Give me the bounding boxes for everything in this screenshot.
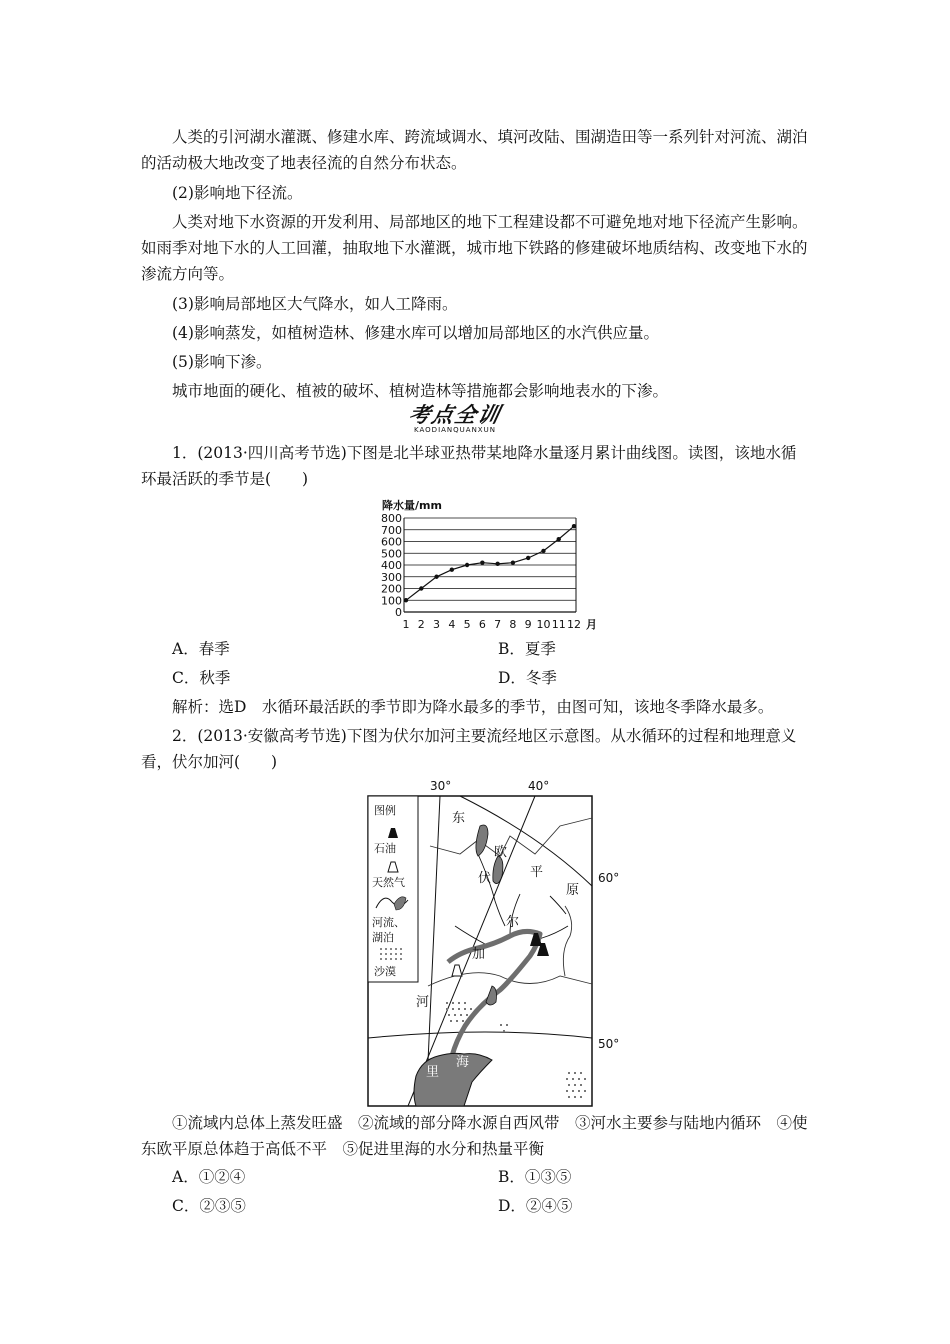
data-point bbox=[557, 537, 561, 541]
y-tick-label: 200 bbox=[381, 582, 402, 596]
label-hai: 海 bbox=[456, 1055, 470, 1070]
map-legend bbox=[368, 796, 418, 982]
question-1 bbox=[141, 440, 811, 492]
label-li: 里 bbox=[426, 1065, 440, 1080]
label-ping: 平 bbox=[530, 865, 544, 880]
y-tick-label: 400 bbox=[381, 559, 402, 572]
label-fu: 伏 bbox=[478, 871, 492, 886]
x-tick-label: 1 bbox=[402, 618, 410, 631]
paragraph-surface-runoff: 人类的引河湖水灌溉、修建水库、跨流域调水、填河改陆、围湖造田等一系列针对河流、湖泊的活动极大地改变了地表径流的自然分布状态。 bbox=[141, 128, 808, 172]
legend-desert: 沙漠 bbox=[374, 965, 396, 978]
x-tick-label: 2 bbox=[417, 618, 425, 631]
analysis-text: 解析：选D 水循环最活跃的季节即为降水最多的季节，由图可知，该地冬季降水最多。 bbox=[172, 698, 774, 716]
y-tick-label: 500 bbox=[381, 547, 402, 561]
x-tick-label: 3 bbox=[433, 618, 441, 631]
banner-subtitle: KAODIANQUANXUN bbox=[414, 426, 496, 434]
label-er: 尔 bbox=[506, 915, 520, 930]
y-tick-label: 700 bbox=[381, 523, 402, 537]
data-point bbox=[450, 568, 454, 572]
q2-option-b[interactable]: B．①③⑤ bbox=[498, 1168, 572, 1186]
label-ou: 欧 bbox=[494, 845, 508, 860]
x-tick-label: 6 bbox=[478, 618, 486, 631]
q2-option-c[interactable]: C．②③⑤ bbox=[172, 1197, 246, 1215]
data-point bbox=[465, 563, 469, 567]
x-tick-label: 7 bbox=[494, 618, 502, 631]
y-tick-label: 300 bbox=[381, 570, 402, 584]
data-point bbox=[541, 549, 545, 553]
series-line bbox=[406, 526, 574, 600]
x-tick-label: 8 bbox=[509, 618, 517, 631]
y-tick-label: 600 bbox=[381, 535, 402, 549]
question-2-text: 2．(2013·安徽高考节选)下图为伏尔加河主要流经地区示意图。从水循环的过程和地理意义看，伏尔加河( ) bbox=[141, 727, 797, 771]
chart-xlabel: 月 bbox=[586, 618, 597, 631]
banner-title: 考点全训 bbox=[406, 402, 504, 427]
question-1-options bbox=[141, 636, 811, 775]
q2-option-a[interactable]: A．①②④ bbox=[172, 1168, 246, 1186]
x-tick-label: 10 bbox=[536, 618, 551, 631]
legend-title: 图例 bbox=[374, 804, 396, 817]
section-banner bbox=[360, 404, 550, 435]
legend-gas: 天然气 bbox=[372, 876, 405, 889]
y-tick-label: 800 bbox=[381, 512, 402, 525]
q2-option-d[interactable]: D．②④⑤ bbox=[498, 1197, 573, 1215]
paragraph-infiltration: 城市地面的硬化、植被的破坏、植树造林等措施都会影响地表水的下渗。 bbox=[172, 382, 669, 400]
chart-ylabel: 降水量/mm bbox=[382, 499, 442, 512]
option-a[interactable]: A．春季 bbox=[172, 640, 230, 658]
data-point bbox=[434, 575, 438, 579]
data-point bbox=[511, 560, 515, 564]
label-jia: 加 bbox=[472, 947, 486, 962]
paragraph-groundwater: 人类对地下水资源的开发利用、局部地区的地下工程建设都不可避免地对地下径流产生影响。如雨季对地下水的人工回灌，抽取地下水灌溉，城市地下铁路的修建破坏地质结构、改变地下水的渗流方向等。 bbox=[141, 213, 808, 283]
option-b[interactable]: B．夏季 bbox=[498, 640, 556, 658]
item-4: (4)影响蒸发，如植树造林、修建水库可以增加局部地区的水汽供应量。 bbox=[172, 324, 659, 342]
legend-river-1: 河流、 bbox=[372, 916, 405, 929]
x-tick-label: 4 bbox=[448, 618, 456, 631]
chart-y-ticks bbox=[381, 512, 402, 619]
lon-label-40: 40° bbox=[528, 779, 550, 793]
label-he: 河 bbox=[416, 995, 430, 1010]
item-2-title: (2)影响地下径流。 bbox=[172, 184, 303, 202]
lat-label-50: 50° bbox=[598, 1037, 620, 1051]
data-point bbox=[480, 560, 484, 564]
y-tick-label: 0 bbox=[395, 606, 402, 619]
data-point bbox=[419, 586, 423, 590]
lon-label-30: 30° bbox=[430, 779, 452, 793]
question-1-text: 1．(2013·四川高考节选)下图是北半球亚热带某地降水量逐月累计曲线图。读图，该地水循环最活跃的季节是( ) bbox=[141, 444, 797, 488]
chart-grid bbox=[404, 518, 576, 612]
x-tick-label: 11 bbox=[551, 618, 566, 631]
data-point bbox=[572, 524, 576, 528]
lat-label-60: 60° bbox=[598, 871, 620, 885]
option-d[interactable]: D．冬季 bbox=[498, 669, 557, 687]
legend-river-2: 湖泊 bbox=[372, 931, 394, 944]
data-point bbox=[404, 598, 408, 602]
chart-x-ticks bbox=[403, 618, 582, 631]
volga-map bbox=[360, 776, 630, 1108]
label-dong: 东 bbox=[452, 811, 466, 826]
x-tick-label: 12 bbox=[567, 618, 581, 631]
y-tick-label: 100 bbox=[381, 594, 402, 608]
intro-section bbox=[141, 124, 811, 404]
option-c[interactable]: C．秋季 bbox=[172, 669, 231, 687]
legend-oil: 石油 bbox=[374, 842, 396, 855]
question-2-statements: ①流域内总体上蒸发旺盛 ②流域的部分降水源自西风带 ③河水主要参与陆地内循环 ④使东欧平原总体趋于高低不平 ⑤促进里海的水分和热量平衡 bbox=[141, 1114, 808, 1158]
item-5: (5)影响下渗。 bbox=[172, 353, 272, 371]
precipitation-chart bbox=[372, 494, 612, 634]
item-3: (3)影响局部地区大气降水，如人工降雨。 bbox=[172, 295, 458, 313]
question-2-body bbox=[141, 1110, 811, 1219]
data-point bbox=[495, 562, 499, 566]
label-yuan: 原 bbox=[566, 883, 580, 898]
x-tick-label: 9 bbox=[524, 618, 532, 631]
data-point bbox=[526, 556, 530, 560]
x-tick-label: 5 bbox=[463, 618, 471, 631]
